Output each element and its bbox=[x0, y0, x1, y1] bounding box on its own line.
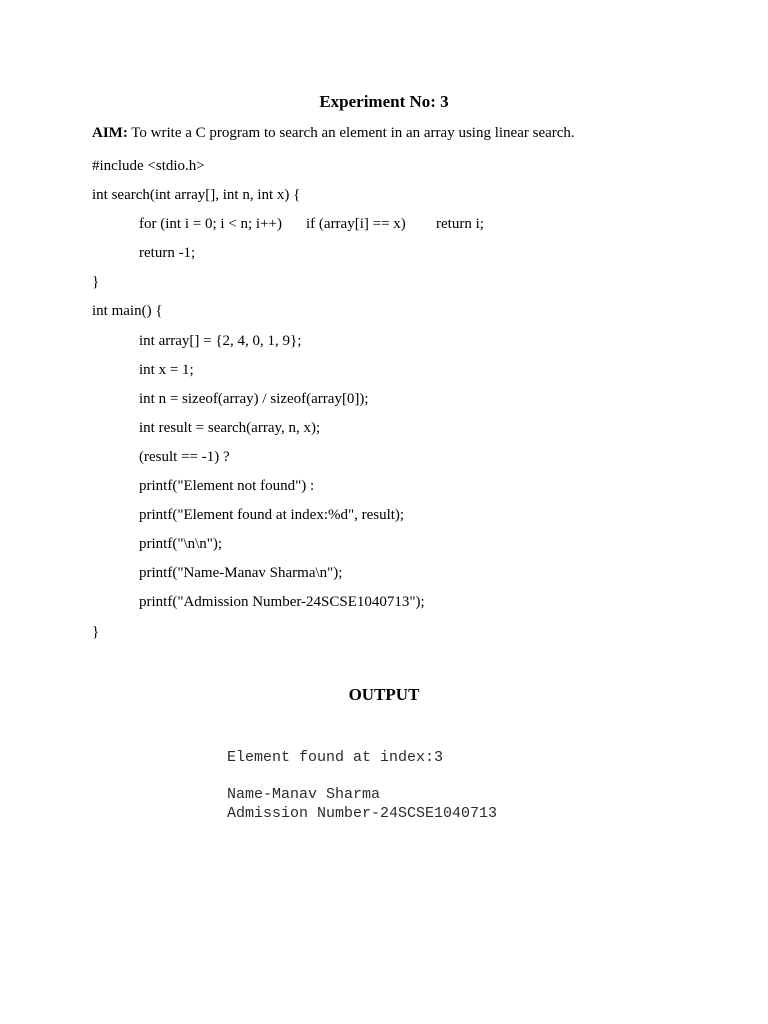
code-for-part: for (int i = 0; i < n; i++) bbox=[139, 216, 282, 233]
output-heading: OUTPUT bbox=[348, 685, 420, 704]
console-blank-line bbox=[227, 768, 497, 787]
aim-label: AIM: bbox=[92, 125, 128, 141]
code-line-printf-name: printf("Name-Manav Sharma\n"); bbox=[139, 565, 343, 582]
code-block bbox=[92, 155, 692, 650]
code-line-close-main: } bbox=[92, 623, 100, 640]
code-line-return-neg: return -1; bbox=[139, 245, 196, 262]
code-line-result-decl: int result = search(array, n, x); bbox=[139, 419, 321, 436]
code-line-printf-admission: printf("Admission Number-24SCSE1040713"); bbox=[139, 594, 425, 611]
code-line-x-decl: int x = 1; bbox=[139, 361, 194, 378]
code-return-i: return i; bbox=[436, 216, 484, 233]
code-line-main-signature: int main() { bbox=[92, 303, 163, 320]
code-line-n-decl: int n = sizeof(array) / sizeof(array[0]); bbox=[139, 390, 369, 407]
code-line-ternary: (result == -1) ? bbox=[139, 448, 230, 465]
code-line-close-search: } bbox=[92, 274, 100, 291]
code-line-printf-newlines: printf("\n\n"); bbox=[139, 536, 223, 553]
code-line-array-decl: int array[] = {2, 4, 0, 1, 9}; bbox=[139, 332, 302, 349]
code-line-printf-found: printf("Element found at index:%d", result); bbox=[139, 507, 405, 524]
code-line-for-loop bbox=[92, 213, 692, 242]
code-line-printf-not-found: printf("Element not found") : bbox=[139, 478, 315, 495]
aim-statement bbox=[92, 122, 575, 144]
code-if-part: if (array[i] == x) bbox=[306, 216, 406, 233]
page-title: Experiment No: 3 bbox=[319, 92, 449, 111]
aim-text: To write a C program to search an element in an array using linear search. bbox=[127, 125, 575, 141]
console-line-admission: Admission Number-24SCSE1040713 bbox=[227, 804, 498, 822]
code-line-include: #include <stdio.h> bbox=[92, 158, 205, 174]
console-line-result: Element found at index:3 bbox=[227, 749, 444, 766]
console-output bbox=[227, 749, 497, 823]
code-line-search-signature: int search(int array[], int n, int x) { bbox=[92, 187, 301, 204]
console-line-name: Name-Manav Sharma bbox=[227, 786, 381, 803]
